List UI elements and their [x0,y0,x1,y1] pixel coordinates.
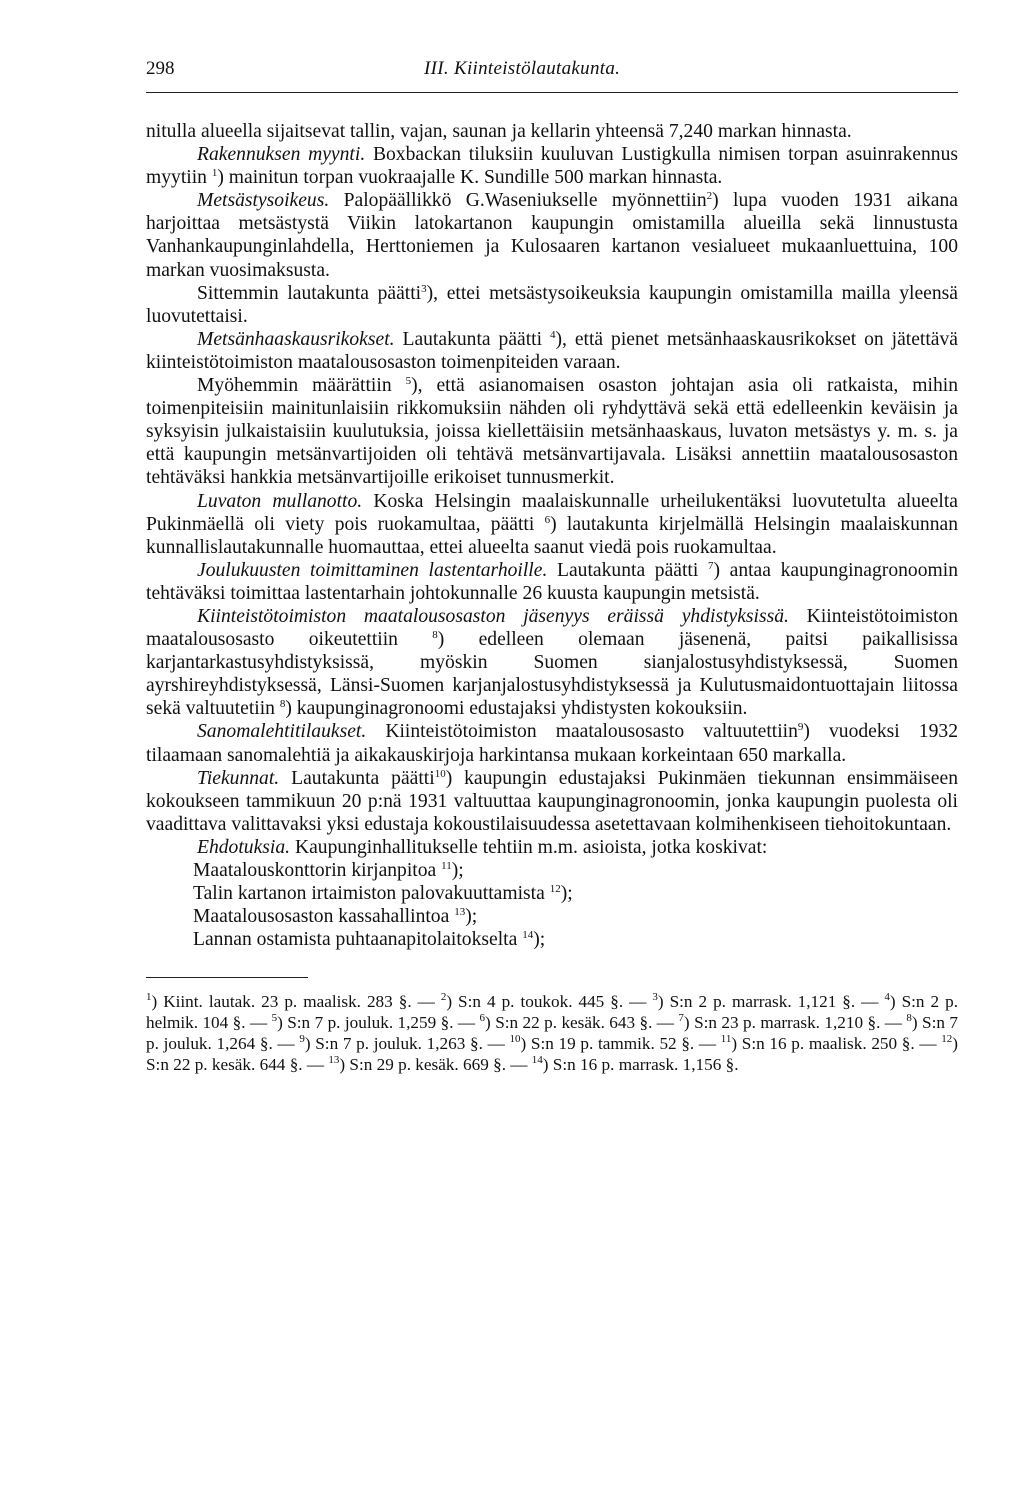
section-heading: Luvaton mullanotto. [197,490,363,512]
section-heading: Rakennuksen myynti. [197,144,366,166]
paragraph-metsanhaaskausrikokset: Metsänhaaskausrikokset. Lautakunta päätti $^4$), että pienet metsänhaaskausrikokset on jätettävä kiinteistötoimiston maatalousosaston toimenpiteiden varaan. [146,328,958,373]
footnote-number: 4 [884,991,890,1004]
page-header [146,58,958,93]
paragraph-continuation: nitulla alueella sijaitsevat tallin, vajan, saunan ja kellarin yhteensä 7,240 markan hinnasta. [146,121,852,142]
paragraph-joulukuusten: Joulukuusten toimittaminen lastentarhoille. Lautakunta päätti $^7$) antaa kaupunginagronoomin tehtäväksi toimittaa lastentarhain johtokunnalle 26 kuusta kaupungin metsistä. [146,559,958,604]
footnote-ref[interactable]: 7 [707,559,714,572]
footnote-ref[interactable]: 8 [432,629,438,642]
footnote-number: 1 [146,991,152,1004]
footnote-number: 7 [678,1012,684,1025]
footnotes [146,992,958,1075]
paragraph-myohemmin: Myöhemmin määrättiin $^5$), että asianomaisen osaston johtajan asia oli ratkaista, mihin toimenpiteisiin mainitunlaisiin rikkomuksiin nähden oli ryhdyttävä sekä että edelleenkin keväisin ja syksyisin julkaistaisiin kuulutuksia, joissa kiellettäisiin metsänhaaskaus, luvaton metsästys y. m. s. ja että kaupungin metsänvartijoiden oli tehtävä metsänvartijavala. Lisäksi annettiin maatalousosaston tehtäväksi hankkia metsänvartijoille erikoiset tunnusmerkit. [146,375,958,489]
paragraph-ehdotuksia: Ehdotuksia. Kaupunginhallitukselle tehtiin m.m. asioista, jotka koskivat: [197,836,768,858]
page-number: 298 [146,58,175,79]
page [146,58,958,1076]
footnote-number: 6 [479,1012,486,1025]
list-item: Maatalouskonttorin kirjanpitoa $^{11}$); [193,860,464,881]
footnote-ref[interactable]: 5 [405,375,412,388]
footnote-number: 10 [509,1032,521,1045]
footnote-ref[interactable]: 1 [211,167,218,180]
paragraph-rakennuksen-myynti: Rakennuksen myynti. Boxbackan tiluksiin kuuluvan Lustigkulla nimisen torpan asuinrakennus myytiin $^1$) mainitun torpan vuokraajalle K. Sundille 500 markan hinnasta. [146,144,959,189]
list-item: Lannan ostamista puhtaanapitolaitokselta $^{14}$); [193,929,546,951]
footnote-number: 12 [941,1032,953,1045]
footnote-ref[interactable]: 9 [797,721,804,734]
footnote-number: 3 [652,991,658,1004]
section-heading: Metsästysoikeus. [197,190,330,212]
footnote-block: $^1$) Kiint. lautak. 23 p. maalisk. 283 §. — $^2$) S:n 4 p. toukok. 445 §. — $^3$) S:n 2 p. marrask. 1,121 §. — $^4$) S:n 2 p. helmik. 104 §. — $^5$) S:n 7 p. jouluk. 1,259 §. — $^6$) S:n 22 p. kesäk. 643 §. — $^7$) S:n 23 p. marrask. 1,210 §. — $^8$) S:n 7 p. jouluk. 1,264 §. — $^9$) S:n 7 p. jouluk. 1,263 §. — $^{10}$) S:n 19 p. tammik. 52 §. — $^{11}$) S:n 16 p. maalisk. 250 §. — $^{12}$) S:n 22 p. kesäk. 644 §. — $^{13}$) S:n 29 p. kesäk. 669 §. — $^{14}$) S:n 16 p. marrask. 1,156 §. [146,991,959,1074]
footnote-number: 5 [271,1012,278,1025]
section-heading: Metsänhaaskausrikokset. [197,328,395,350]
footnote-number: 14 [531,1053,543,1066]
paragraph-metsastysoikeus: Metsästysoikeus. Palopäällikkö G.Waseniukselle myönnettiin$^2$) lupa vuoden 1931 aikana harjoittaa metsästystä Viikin latokartanon kaupungin omistamilla alueilla sekä linnustusta Vanhankaupunginlahdella, Herttoniemen ja Kulosaaren kartanon vesialueet mukaanluettuina, 100 markan vuosimaksusta. [146,190,958,281]
footnote-ref[interactable]: 4 [549,328,556,341]
footnote-number: 8 [906,1012,912,1025]
footnote-number: 11 [720,1032,732,1045]
section-heading: Joulukuusten toimittaminen lastentarhoille. [197,559,548,581]
footnote-number: 2 [440,991,447,1004]
paragraph-luvaton-mullanotto: Luvaton mullanotto. Koska Helsingin maalaiskunnalle urheilukentäksi luovutetulta alueelta Pukinmäellä oli viety pois ruokamultaa, päätti $^6$) lautakunta kirjelmällä Helsingin maalaiskunnan kunnallislautakunnalle huomauttaa, ettei alueelta saanut viedä pois ruokamultaa. [146,490,958,558]
body-text [146,120,958,951]
section-heading: Tiekunnat. [197,767,280,789]
footnote-number: 13 [328,1053,340,1066]
section-heading: Ehdotuksia. [197,836,291,858]
footnote-ref[interactable]: 12 [549,883,561,896]
paragraph-sanomalehtitilaukset: Sanomalehtitilaukset. Kiinteistötoimiston maatalousosasto valtuutettiin$^9$) vuodeksi 1932 tilaamaan sanomalehtiä ja aikakauskirjoja harkintansa mukaan korkeintaan 650 markalla. [146,721,958,766]
footnote-ref[interactable]: 10 [434,767,446,780]
footnote-ref[interactable]: 3 [421,282,427,295]
paragraph-jasenyys: Kiinteistötoimiston maatalousosaston jäsenyys eräissä yhdistyksissä. Kiinteistötoimiston maatalousosasto oikeutettiin $^8$) edelleen olemaan jäsenenä, paitsi paikallisissa karjantarkastusyhdistyksissä, myöskin Suomen sianjalostusyhdistyksessä, Suomen ayrshireyhdistyksessä, Länsi-Suomen karjanjalostusyhdistyksessä ja Kulutusmaidontuottajain liitossa sekä valtuutetiin $^8$) kaupunginagronoomi edustajaksi yhdistysten kokouksiin. [146,605,958,720]
paragraph-sittemmin: Sittemmin lautakunta päätti$^3$), ettei metsästysoikeuksia kaupungin omistamilla mailla yleensä luovutettaisi. [146,282,958,327]
paragraph-tiekunnat: Tiekunnat. Lautakunta päätti$^{10}$) kaupungin edustajaksi Pukinmäen tiekunnan ensimmäiseen kokoukseen tammikuun 20 p:nä 1931 valtuuttaa kaupunginagronoomin, jonka kaupungin puolesta oli vaadittava valittavaksi yksi edustaja kokoustilaisuudessa asetettavaan kolmihenkiseen tiehoitokuntaan. [146,767,959,835]
footnote-ref[interactable]: 14 [522,929,534,942]
running-title: III. Kiinteistölautakunta. [424,58,621,79]
footnote-ref[interactable]: 8 [279,698,286,711]
footnote-number: 9 [299,1032,305,1045]
section-heading: Sanomalehtitilaukset. [197,721,367,743]
footnote-ref[interactable]: 11 [441,860,452,872]
section-heading: Kiinteistötoimiston maatalousosaston jäsenyys eräissä yhdistyksissä. [197,605,789,627]
list-item: Talin kartanon irtaimiston palovakuuttamista $^{12}$); [193,883,573,905]
footnote-divider [146,977,308,978]
list-item: Maatalousosaston kassahallintoa $^{13}$); [193,906,478,928]
footnote-ref[interactable]: 6 [544,513,551,526]
footnote-ref[interactable]: 13 [454,906,466,919]
footnote-ref[interactable]: 2 [706,190,713,203]
